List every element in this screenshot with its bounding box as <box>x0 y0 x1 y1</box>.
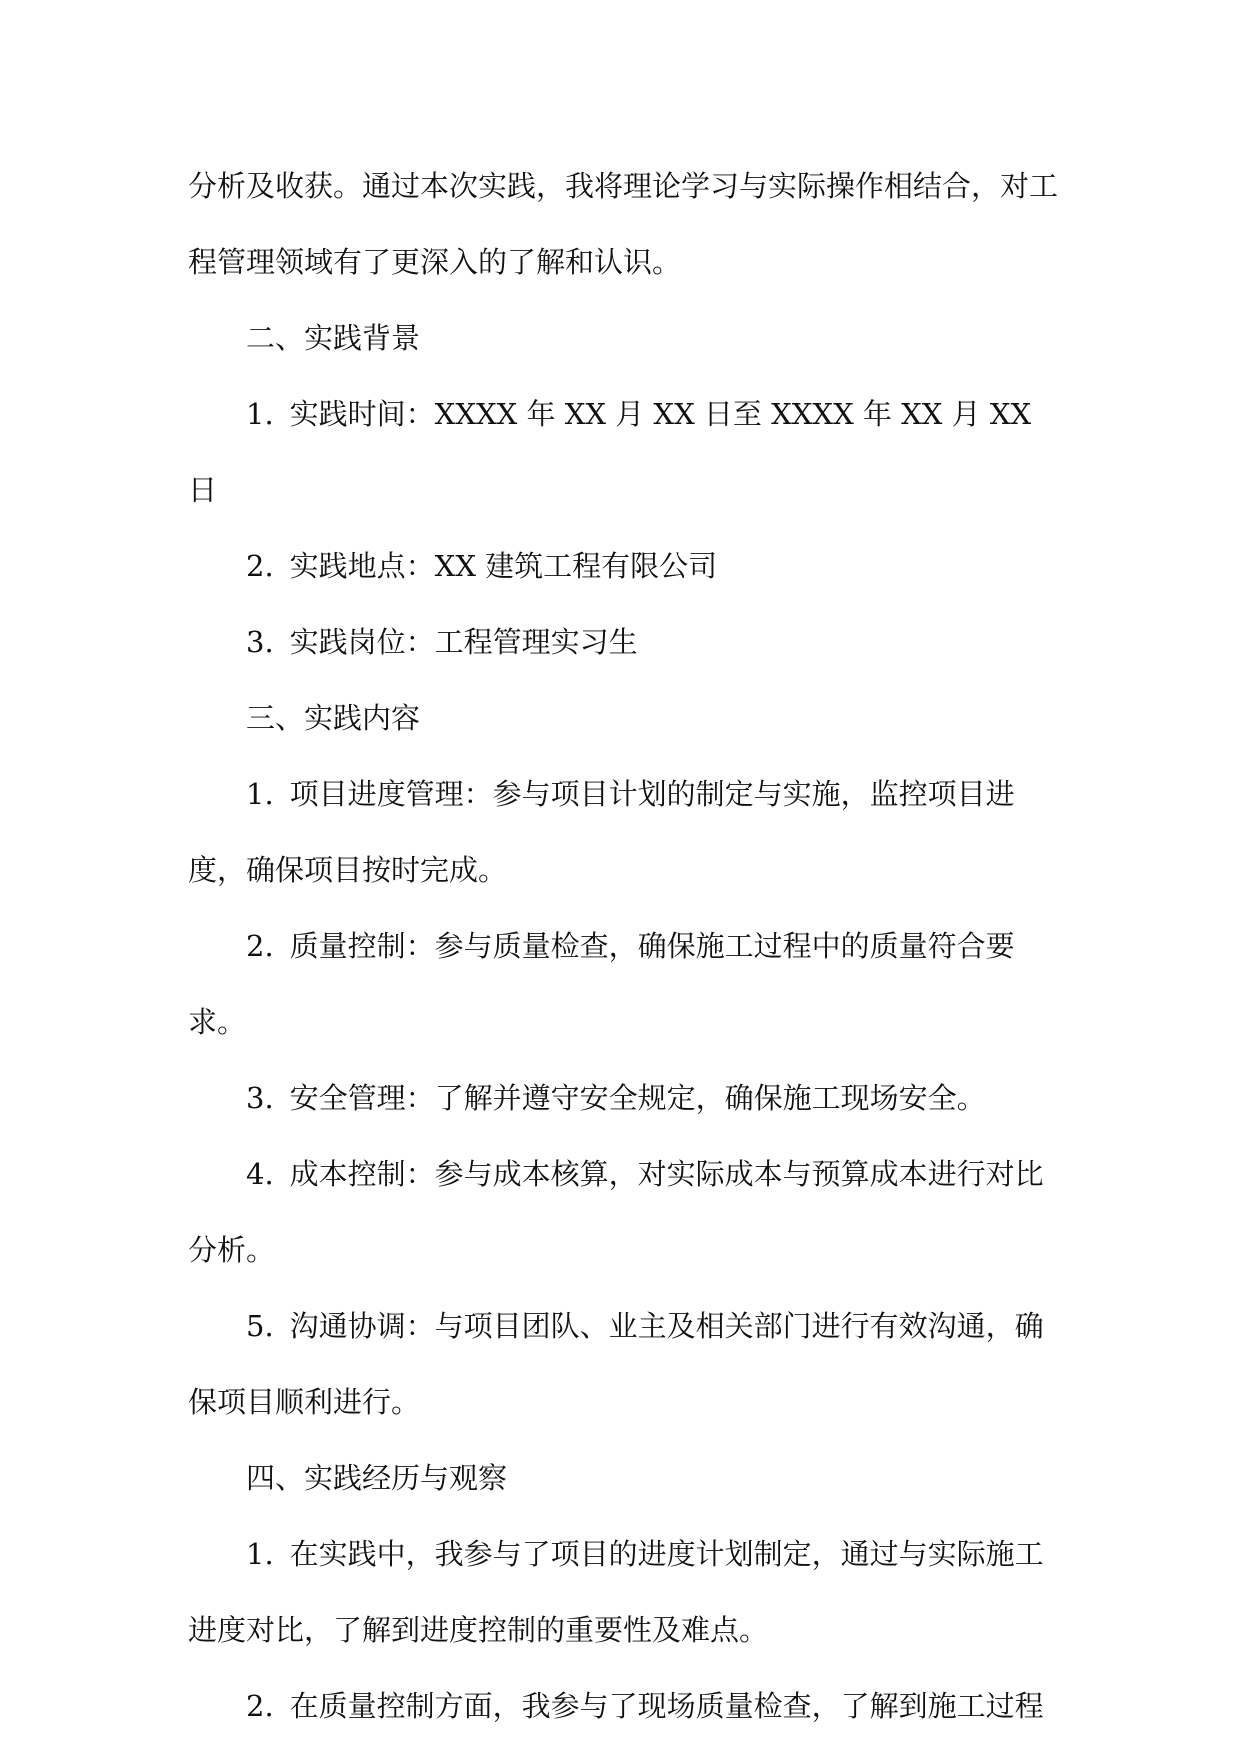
list-text: 质量控制：参与质量检查，确保施工过程中的质量符合要求。 <box>188 929 1015 1039</box>
list-item <box>188 604 1068 680</box>
section-heading: 四、实践经历与观察 <box>246 1461 508 1495</box>
list-number: 2. <box>246 929 274 963</box>
list-number: 3. <box>246 1081 274 1115</box>
list-text: 成本控制：参与成本核算，对实际成本与预算成本进行对比分析。 <box>188 1157 1044 1267</box>
list-item <box>188 908 1068 1060</box>
section-heading: 三、实践内容 <box>246 701 421 735</box>
list-item <box>188 528 1068 604</box>
body-paragraph: 分析及收获。通过本次实践，我将理论学习与实际操作相结合，对工程管理领域有了更深入的了解和认识。 <box>188 169 1059 279</box>
list-number: 2. <box>246 549 274 583</box>
document-body <box>188 148 1068 1744</box>
list-item <box>188 1516 1068 1668</box>
list-text: 在质量控制方面，我参与了现场质量检查，了解到施工过程 <box>289 1689 1044 1723</box>
list-text: 在实践中，我参与了项目的进度计划制定，通过与实际施工进度对比，了解到进度控制的重要性及难点。 <box>188 1537 1044 1647</box>
list-item <box>188 376 1068 528</box>
list-number: 5. <box>246 1309 274 1343</box>
list-item <box>188 756 1068 908</box>
list-number: 1. <box>246 777 274 811</box>
list-text: 实践岗位：工程管理实习生 <box>289 625 638 659</box>
list-number: 2. <box>246 1689 274 1723</box>
list-item <box>188 1060 1068 1136</box>
list-item <box>188 1288 1068 1440</box>
list-item <box>188 1136 1068 1288</box>
list-number: 4. <box>246 1157 274 1191</box>
list-text: 沟通协调：与项目团队、业主及相关部门进行有效沟通，确保项目顺利进行。 <box>188 1309 1044 1419</box>
list-number: 1. <box>246 1537 274 1571</box>
list-item <box>188 1668 1068 1744</box>
list-number: 3. <box>246 625 274 659</box>
list-text: 实践地点：XX 建筑工程有限公司 <box>289 549 718 583</box>
list-text: 实践时间：XXXX 年 XX 月 XX 日至 XXXX 年 XX 月 XX 日 <box>188 397 1032 507</box>
list-text: 安全管理：了解并遵守安全规定，确保施工现场安全。 <box>289 1081 986 1115</box>
list-number: 1. <box>246 397 274 431</box>
list-text: 项目进度管理：参与项目计划的制定与实施，监控项目进度，确保项目按时完成。 <box>188 777 1015 887</box>
section-heading: 二、实践背景 <box>246 321 421 355</box>
